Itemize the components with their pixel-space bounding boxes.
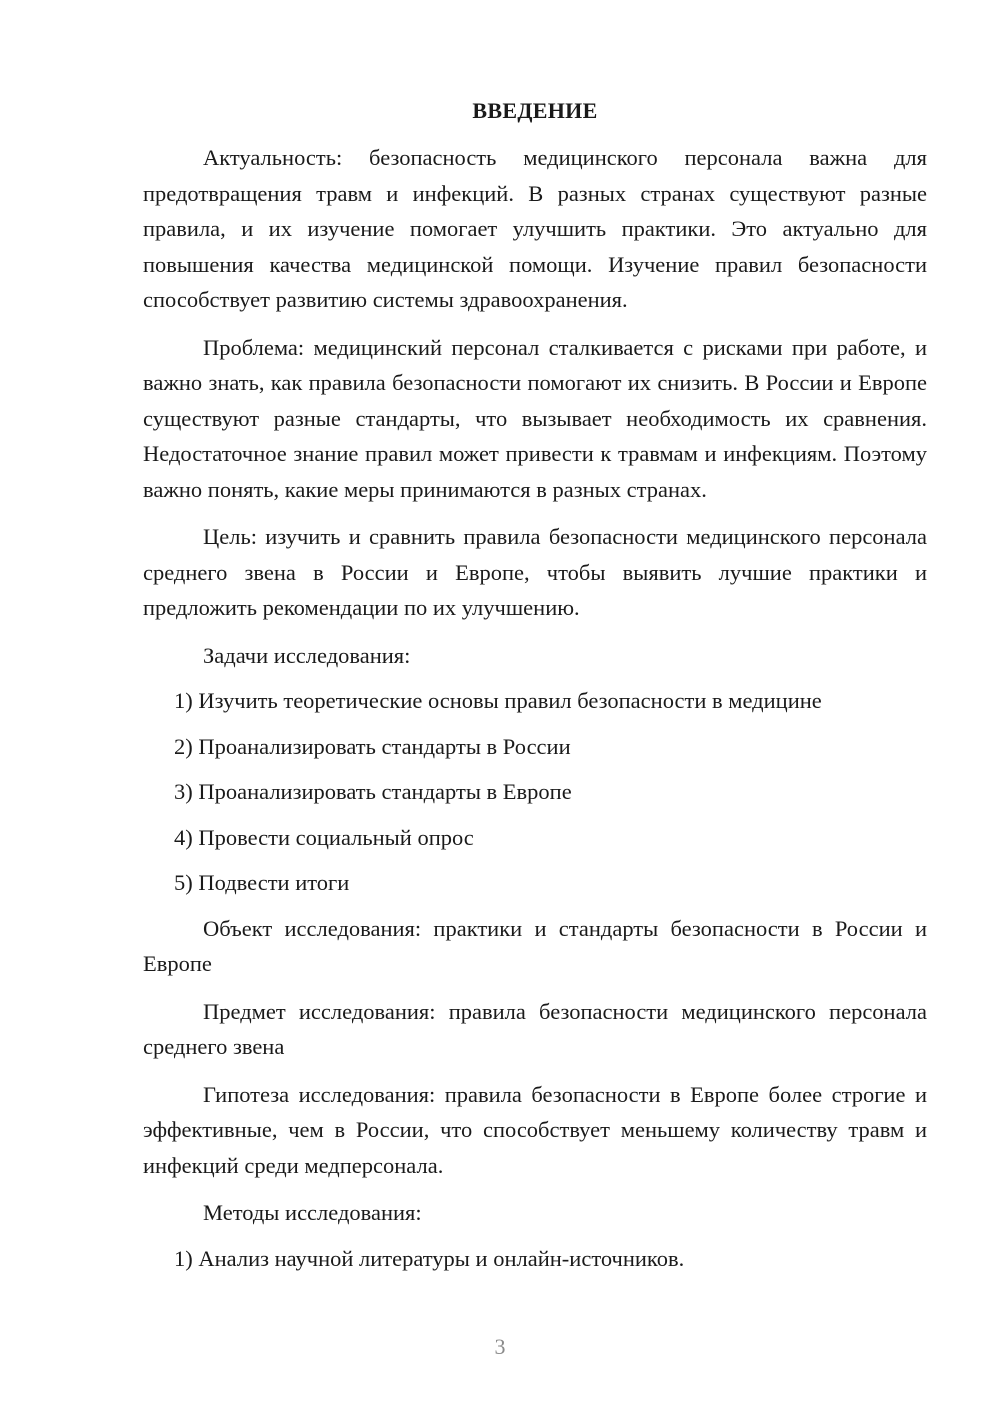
task-item: 2) Проанализировать стандарты в России <box>174 733 571 759</box>
subject-paragraph: Предмет исследования: правила безопасности медицинского персонала среднего звена <box>143 998 927 1059</box>
document-page <box>143 93 927 1286</box>
problem-paragraph: Проблема: медицинский персонал сталкивается с рисками при работе, и важно знать, как правила безопасности помогают их снизить. В России и Европе существуют разные стандарты, что вызывает необходимость их сравнения. Недостаточное знание правил может привести к травмам и инфекциям. Поэтому важно понять, какие меры принимаются в разных странах. <box>143 334 927 502</box>
relevance-paragraph: Актуальность: безопасность медицинского персонала важна для предотвращения травм и инфекций. В разных странах существуют разные правила, и их изучение помогает улучшить практики. Это актуально для повышения качества медицинской помощи. Изучение правил безопасности способствует развитию системы здравоохранения. <box>143 145 927 312</box>
hypothesis-paragraph: Гипотеза исследования: правила безопасности в Европе более строгие и эффективные, чем в России, что способствует меньшему количеству травм и инфекций среди медперсонала. <box>143 1081 927 1178</box>
task-item: 1) Изучить теоретические основы правил безопасности в медицине <box>174 688 822 713</box>
goal-paragraph: Цель: изучить и сравнить правила безопасности медицинского персонала среднего звена в России и Европе, чтобы выявить лучшие практики и предложить рекомендации по их улучшению. <box>143 524 927 620</box>
task-item: 3) Проанализировать стандарты в Европе <box>174 779 572 804</box>
task-item: 5) Подвести итоги <box>174 870 350 895</box>
tasks-heading: Задачи исследования: <box>203 642 411 668</box>
document-title: ВВЕДЕНИЕ <box>472 98 598 123</box>
task-item: 4) Провести социальный опрос <box>174 824 474 850</box>
page-number: 3 <box>494 1334 506 1359</box>
method-item: 1) Анализ научной литературы и онлайн-источников. <box>174 1245 685 1271</box>
object-paragraph: Объект исследования: практики и стандарты безопасности в России и Европе <box>143 915 927 976</box>
methods-heading: Методы исследования: <box>203 1200 422 1225</box>
